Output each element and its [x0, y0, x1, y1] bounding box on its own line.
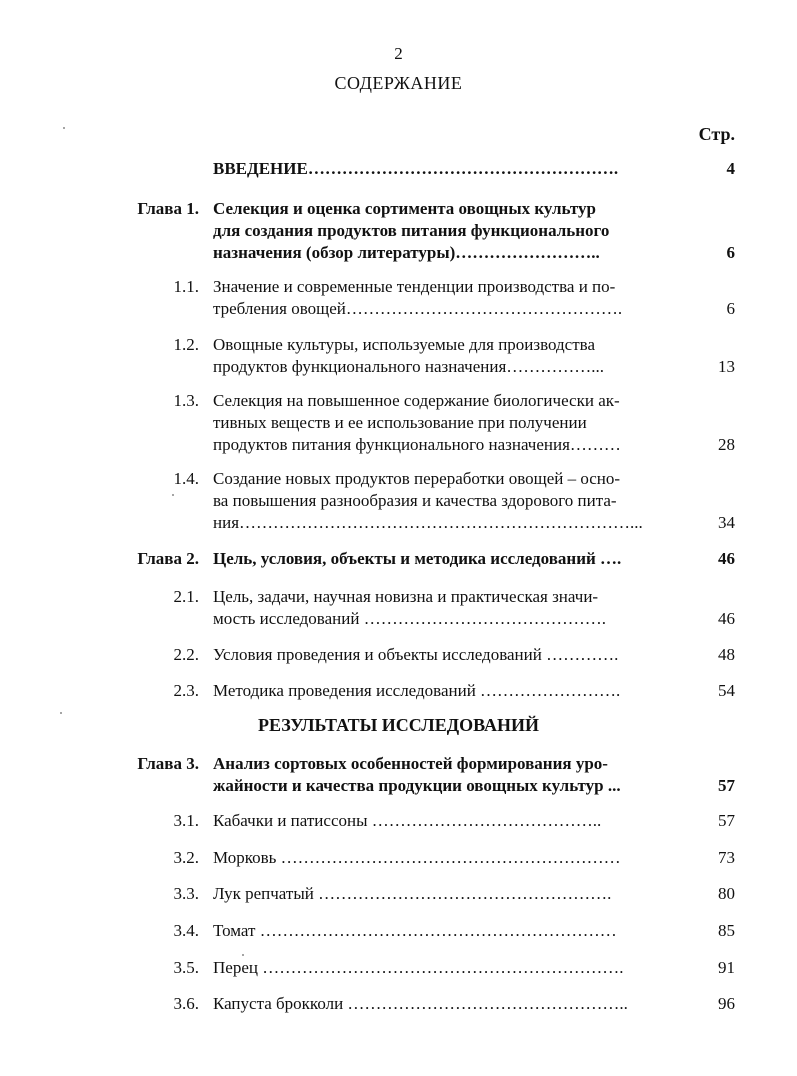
- toc-entry-title-line: Селекция и оценка сортимента овощных культур: [213, 199, 596, 218]
- toc-entry-title-line: жайности и качества продукции овощных культур ...: [213, 776, 621, 795]
- toc-entry-page: 85: [718, 921, 735, 940]
- toc-entry-number: Глава 2.: [137, 549, 199, 568]
- toc-entry-number: 1.3.: [173, 391, 199, 410]
- toc-entry-page: 6: [726, 243, 735, 262]
- toc-entry-title: [213, 198, 671, 264]
- scan-speck: [63, 127, 65, 129]
- toc-entry-page: 13: [718, 357, 735, 376]
- toc-entry-page: 48: [718, 645, 735, 664]
- section-heading: РЕЗУЛЬТАТЫ ИССЛЕДОВАНИЙ: [257, 715, 539, 735]
- toc-entry-title-line: Морковь ……………………………………………………: [213, 848, 621, 867]
- toc-entry-page: 4: [726, 159, 735, 178]
- toc-entry-title-line: Методика проведения исследований …………………….: [213, 681, 621, 700]
- toc-entry-title-line: Цель, условия, объекты и методика исследований ….: [213, 549, 622, 568]
- toc-entry-title-line: Анализ сортовых особенностей формирования уро-: [213, 754, 608, 773]
- toc-entry-title-line: ВВЕДЕНИЕ……………………………………………….: [213, 159, 619, 178]
- toc-entry-title-line: ва повышения разнообразия и качества здорового пита-: [213, 491, 617, 510]
- toc-entry-title-line: продуктов функционального назначения……………...: [213, 357, 605, 376]
- toc-entry-title-line: требления овощей………………………………………….: [213, 299, 623, 318]
- toc-entry-title: [213, 158, 671, 180]
- toc-entry-number: 3.1.: [173, 811, 199, 830]
- toc-entry-number: 2.3.: [173, 681, 199, 700]
- toc-entry-number: 1.2.: [173, 335, 199, 354]
- toc-entry-title: [213, 334, 671, 378]
- toc-entry-title-line: Лук репчатый …………………………………………….: [213, 884, 612, 903]
- toc-title: СОДЕРЖАНИЕ: [334, 73, 463, 93]
- toc-entry-page: 57: [718, 776, 735, 795]
- toc-entry-title: [213, 920, 671, 942]
- toc-entry-title: [213, 586, 671, 630]
- toc-entry-page: 80: [718, 884, 735, 903]
- toc-entry-number: 3.6.: [173, 994, 199, 1013]
- toc-entry-number: 1.4.: [173, 469, 199, 488]
- toc-entry-number: 3.2.: [173, 848, 199, 867]
- toc-entry-page: 96: [718, 994, 735, 1013]
- toc-entry-title-line: для создания продуктов питания функционального: [213, 221, 610, 240]
- scan-speck: [60, 712, 62, 714]
- toc-entry-title-line: Овощные культуры, используемые для производства: [213, 335, 595, 354]
- toc-entry-title: [213, 644, 671, 666]
- toc-entry-title-line: Селекция на повышенное содержание биологически ак-: [213, 391, 620, 410]
- toc-entry-title-line: Томат ………………………………………………………: [213, 921, 617, 940]
- toc-entry-title-line: ния……………………………………………………………...: [213, 513, 643, 532]
- toc-entry-page: 6: [726, 299, 735, 318]
- toc-entry-title-line: продуктов питания функционального назначения………: [213, 435, 621, 454]
- toc-entry-title: [213, 390, 671, 456]
- toc-entry-title-line: мость исследований …………………………………….: [213, 609, 606, 628]
- toc-entry-title-line: тивных веществ и ее использование при получении: [213, 413, 587, 432]
- toc-entry-title: [213, 847, 671, 869]
- page-column-label: Стр.: [698, 124, 735, 144]
- toc-entry-page: 28: [718, 435, 735, 454]
- toc-entry-title: [213, 957, 671, 979]
- toc-entry-title: [213, 753, 671, 797]
- toc-entry-title: [213, 810, 671, 832]
- toc-entry-title: [213, 993, 671, 1015]
- toc-entry-title: [213, 468, 671, 534]
- toc-entry-number: 2.2.: [173, 645, 199, 664]
- toc-entry-title-line: Перец ……………………………………………………….: [213, 958, 624, 977]
- toc-entry-page: 46: [718, 609, 735, 628]
- toc-entry-title: [213, 883, 671, 905]
- toc-entry-title-line: назначения (обзор литературы)……………………..: [213, 243, 600, 262]
- toc-entry-page: 57: [718, 811, 735, 830]
- toc-entry-page: 54: [718, 681, 735, 700]
- toc-entry-title-line: Условия проведения и объекты исследований ………….: [213, 645, 619, 664]
- toc-entry-number: 3.4.: [173, 921, 199, 940]
- scan-speck: [172, 494, 174, 496]
- toc-entry-number: 2.1.: [173, 587, 199, 606]
- toc-entry-title: [213, 548, 671, 570]
- toc-entry-page: 73: [718, 848, 735, 867]
- toc-entry-number: Глава 1.: [137, 199, 199, 218]
- page-number: 2: [394, 44, 403, 63]
- toc-entry-page: 34: [718, 513, 735, 532]
- toc-entry-title: [213, 680, 671, 702]
- toc-entry-number: 3.5.: [173, 958, 199, 977]
- scan-speck: [242, 954, 244, 956]
- toc-entry-title-line: Капуста брокколи …………………………………………..: [213, 994, 628, 1013]
- toc-entry-page: 46: [718, 549, 735, 568]
- toc-entry-title-line: Создание новых продуктов переработки овощей – осно-: [213, 469, 621, 488]
- toc-entry-number: Глава 3.: [137, 754, 199, 773]
- toc-entry-title-line: Цель, задачи, научная новизна и практическая значи-: [213, 587, 599, 606]
- toc-entry-page: 91: [718, 958, 735, 977]
- toc-entry-number: 1.1.: [173, 277, 199, 296]
- toc-entry-number: 3.3.: [173, 884, 199, 903]
- toc-entry-title-line: Значение и современные тенденции производства и по-: [213, 277, 616, 296]
- toc-entry-title: [213, 276, 671, 320]
- toc-entry-title-line: Кабачки и патиссоны …………………………………..: [213, 811, 602, 830]
